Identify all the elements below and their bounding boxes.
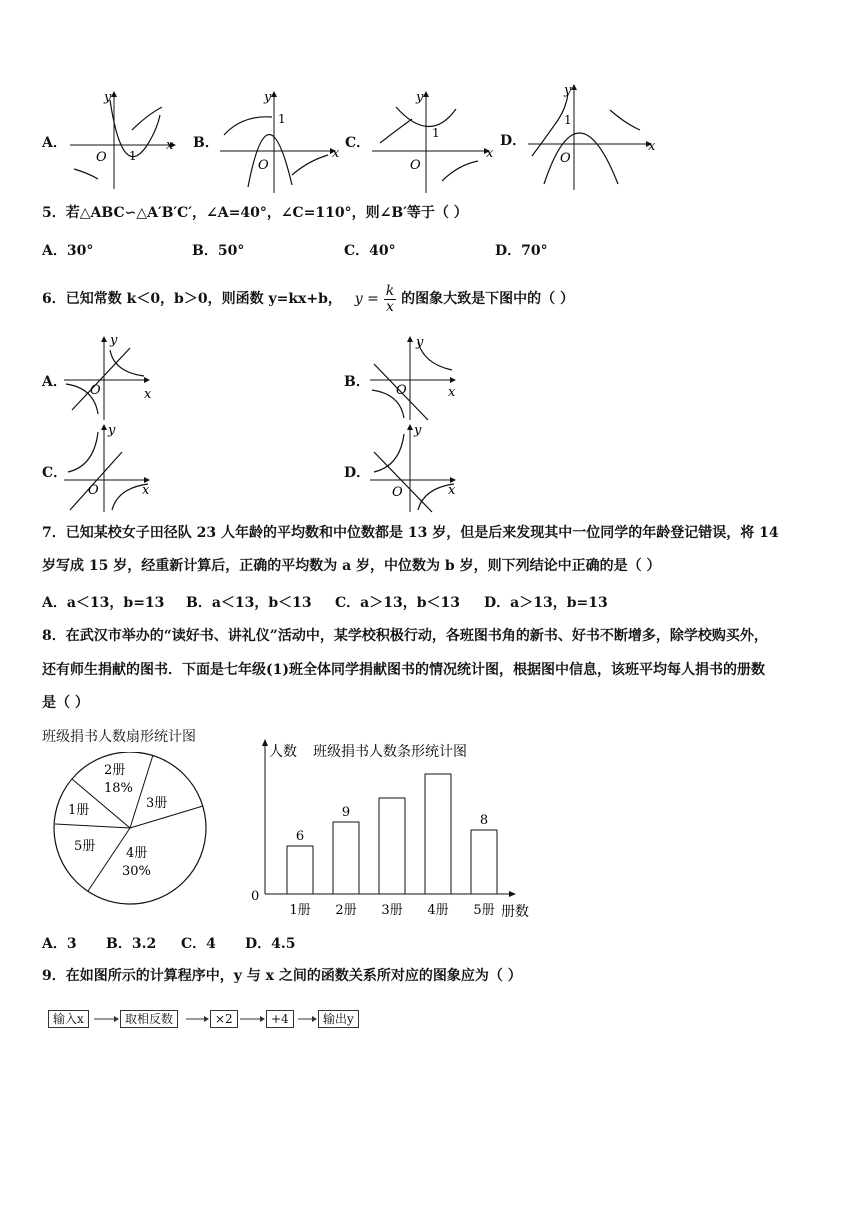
q7-option-b: B．a＜13，b＜13 [186, 595, 312, 611]
q6-d-x: x [448, 483, 456, 498]
q5-option-c: C．40° [344, 243, 396, 259]
q7-stem-line1: 7．已知某校女子田径队 23 人年龄的平均数和中位数都是 13 岁，但是后来发现其中一位同学的年龄登记错误，将 14 [42, 525, 779, 541]
q6-stem [42, 280, 574, 322]
bar-2 [333, 822, 359, 894]
bar-chart [245, 730, 535, 920]
pie-label-1: 1册 [68, 803, 90, 818]
bar-origin: 0 [251, 889, 260, 904]
bar-category-label-2: 2册 [335, 903, 357, 918]
q8-stem-line3: 是（ ） [42, 695, 89, 711]
q6-option-a-letter: A． [42, 374, 67, 390]
q7-option-d: D．a＞13，b=13 [484, 595, 608, 611]
q4-d-1: 1 [564, 113, 572, 127]
bar-category-label-5: 5册 [473, 903, 495, 918]
pie-percent-4: 30% [122, 864, 151, 879]
q6-c-x: x [142, 483, 150, 498]
q4-a-x: x [166, 138, 174, 153]
q4-b-1: 1 [278, 112, 286, 126]
bar-xlabel: 册数 [501, 904, 529, 920]
flow-plus4-box: +4 [266, 1010, 294, 1028]
q6-formula-num: k [385, 282, 395, 299]
q4-c-o: O [410, 158, 421, 173]
q5-option-d: D．70° [495, 243, 548, 259]
q7-stem-line2: 岁写成 15 岁，经重新计算后，正确的平均数为 a 岁，中位数为 b 岁，则下列结论中正确的是（ ） [42, 558, 661, 574]
q4-graph-c [366, 85, 496, 197]
q8-option-b: B．3.2 [106, 936, 157, 952]
flow-negate-box: 取相反数 [120, 1010, 178, 1028]
q6-formula-den: x [386, 298, 394, 315]
q6-b-y: y [416, 335, 424, 350]
q5-option-a: A．30° [42, 243, 94, 259]
q4-option-c-letter: C． [345, 135, 371, 151]
q6-suffix: 的图象大致是下图中的（ ） [401, 291, 574, 307]
q5-stem: 5．若△ABC∽△A′B′C′，∠A=40°，∠C=110°，则∠B′等于（ ） [42, 205, 468, 221]
q4-b-o: O [258, 158, 269, 173]
q6-prefix: 6．已知常数 k＜0，b＞0，则函数 y=kx+b， [42, 291, 342, 307]
q9-stem: 9．在如图所示的计算程序中，y 与 x 之间的函数关系所对应的图象应为（ ） [42, 968, 522, 984]
q4-a-o: O [96, 150, 107, 165]
q4-c-y: y [416, 90, 424, 105]
q8-option-d: D．4.5 [245, 936, 296, 952]
q6-d-y: y [414, 423, 422, 438]
q4-graph-a [62, 85, 182, 197]
q6-a-x: x [144, 387, 152, 402]
bar-value-label-5: 8 [479, 813, 489, 828]
q6-formula-fraction [384, 284, 396, 315]
pie-label-2: 2册 [104, 763, 126, 778]
q6-formula-lhs: y = [354, 291, 379, 307]
q4-a-1: 1 [129, 149, 137, 163]
pie-label-4: 4册 [126, 846, 148, 861]
flow-input-box: 输入x [48, 1010, 89, 1028]
bar-category-label-4: 4册 [427, 903, 449, 918]
q4-d-o: O [560, 151, 571, 166]
q7-option-c: C．a＞13，b＜13 [335, 595, 460, 611]
q6-c-y: y [108, 423, 116, 438]
bar-value-label-1: 6 [295, 829, 305, 844]
pie-percent-2: 18% [104, 781, 133, 796]
flow-times2-box: ×2 [210, 1010, 238, 1028]
q6-a-o: O [90, 383, 101, 398]
q4-b-y: y [264, 90, 272, 105]
q4-c-1: 1 [432, 126, 440, 140]
q6-graph-c [60, 422, 156, 514]
q4-options [0, 80, 868, 195]
pie-label-5: 5册 [74, 839, 96, 854]
q9-flowchart [48, 1010, 368, 1032]
q6-c-o: O [88, 483, 99, 498]
q8-stem-line1: 8．在武汉市举办的“读好书、讲礼仪”活动中，某学校积极行动，各班图书角的新书、好书不断增多，除学校购买外， [42, 628, 768, 644]
q6-a-y: y [110, 334, 118, 348]
q4-b-x: x [332, 146, 340, 161]
bar-marks [287, 774, 497, 918]
q4-option-a-letter: A． [42, 135, 67, 151]
q7-option-a: A．a＜13，b=13 [42, 595, 165, 611]
bar-category-label-3: 3册 [381, 903, 403, 918]
q6-d-o: O [392, 485, 403, 500]
pie-label-3: 3册 [146, 796, 168, 811]
bar-1 [287, 846, 313, 894]
bar-value-label-2: 9 [341, 805, 351, 820]
q6-option-d-letter: D． [344, 465, 371, 481]
q6-option-b-letter: B． [344, 374, 370, 390]
q6-option-c-letter: C． [42, 465, 68, 481]
q5-option-b: B．50° [192, 243, 245, 259]
q6-graph-d [366, 422, 462, 514]
q4-d-x: x [648, 139, 656, 154]
q6-b-x: x [448, 385, 456, 400]
q6-graph-b [366, 334, 462, 424]
q8-stem-line2: 还有师生捐献的图书．下面是七年级(1)班全体同学捐献图书的情况统计图，根据图中信息，该班平均每人捐书的册数 [42, 662, 765, 678]
q8-option-a: A．3 [42, 936, 77, 952]
q4-graph-d [522, 80, 662, 192]
pie-chart [50, 752, 210, 912]
bar-3 [379, 798, 405, 894]
q8-option-c: C．4 [181, 936, 216, 952]
bar-ylabel: 人数 [269, 744, 297, 760]
bar-category-label-1: 1册 [289, 903, 311, 918]
q4-option-b-letter: B． [193, 135, 219, 151]
q4-a-y: y [104, 90, 112, 105]
q6-graph-a [60, 334, 156, 424]
pie-chart-title: 班级捐书人数扇形统计图 [42, 729, 196, 745]
q4-c-x: x [486, 146, 494, 161]
q4-option-d-letter: D． [500, 133, 527, 149]
bar-4 [425, 774, 451, 894]
flow-output-box: 输出y [318, 1010, 359, 1028]
q6-b-o: O [396, 383, 407, 398]
q4-d-y: y [564, 83, 572, 98]
bar-title: 班级捐书人数条形统计图 [313, 744, 467, 760]
bar-5 [471, 830, 497, 894]
q4-graph-b [212, 85, 342, 197]
